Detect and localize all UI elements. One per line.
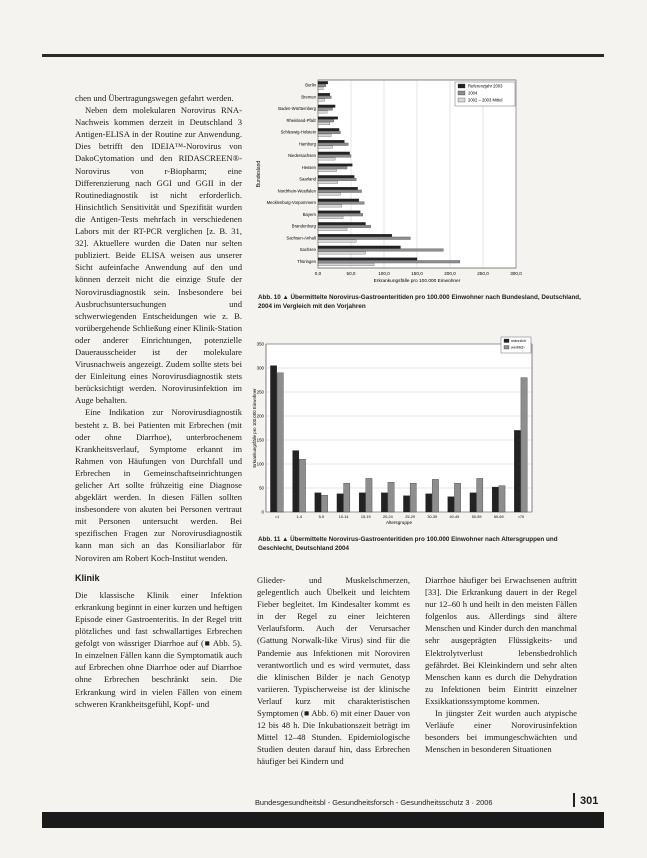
y-tick-label: 50 xyxy=(259,485,264,491)
x-tick-label: 40-49 xyxy=(449,515,460,519)
bar xyxy=(318,96,331,99)
text-column-2 xyxy=(257,574,410,768)
bar xyxy=(318,228,347,231)
y-axis-label: Bundesland xyxy=(256,160,262,188)
paragraph: In jüngster Zeit wurden auch atypische Verläufe einer Norovirusinfektion besonders bei immungeschwächten und Menschen in besonderen Situationen xyxy=(425,708,577,755)
x-axis-label: Erkrankungsfälle pro 100.000 Einwohner xyxy=(373,279,461,284)
y-tick-label: 350 xyxy=(256,341,264,347)
legend-label: männlich xyxy=(511,339,527,343)
header-rule xyxy=(42,54,604,57)
bar xyxy=(448,497,454,512)
y-tick-label: Hessen xyxy=(301,164,316,170)
y-tick-label: Baden-Württemberg xyxy=(278,106,316,112)
x-tick-label: 200,0 xyxy=(444,271,456,276)
bar xyxy=(318,122,330,125)
legend-swatch xyxy=(504,339,509,343)
bar xyxy=(318,111,327,114)
paragraph: Eine Indikation zur Norovirusdiagnostik besteht z. B. bei Patienten mit Erbrechen (mit oder ohne Diarrhoe), unterbrochenem Krankheitsverlauf, Symptome erkannt im Rahmen von Häufungen von Durchfall und Erbrechen in Gemeinschaftseinrichtungen gelicher Art sollte frühzeitig eine Diagnose abgeklärt werden. In diesen Fällen sollten insbesondere von akuten bei Personen vertraut mit Personen untersucht werden. Bei spezifischen Fragen zur Norovirusdiagnostik kann man sich an das Konsiliarlabor für Noroviren am Robert Koch-Institut wenden. xyxy=(75,407,242,563)
x-tick-label: 0,0 xyxy=(314,271,322,276)
bar xyxy=(318,202,364,205)
bar xyxy=(318,263,374,266)
bar xyxy=(318,128,339,131)
bar xyxy=(293,451,299,512)
figure-11-caption: Abb. 11 ▲ Übermittelte Norovirus-Gastroenteritiden pro 100.000 Einwohner nach Altersgruppen und Geschlecht, Deutschland 2004 xyxy=(258,536,558,552)
bar xyxy=(318,93,330,96)
bar xyxy=(318,155,351,158)
y-tick-label: Rheinland-Pfalz xyxy=(286,117,316,123)
x-tick-label: <1 xyxy=(274,515,280,519)
bar xyxy=(521,378,527,512)
bar xyxy=(318,134,331,137)
bar xyxy=(318,105,335,108)
bar xyxy=(318,240,356,243)
bar xyxy=(426,494,432,512)
bar xyxy=(318,99,325,102)
paragraph: Neben dem molekularen Norovirus RNA-Nachweis kommen derzeit in Deutschland 3 Antigen-ELISA in der Routine zur Anwendung. Dies betrifft den IDEIA™-Norovirus von DakoCytomation und den RIDASCREEN®-Norovirus von r-Biopharm; eine Differenzierung nach GGI und GGII in der Routinediagnostik ist nicht erforderlich. Hinsichtlich Sensitivität und Spezifität wurden die Antigen-Tests mehrfach in verschiedenen Labors mit der RT-PCR verglichen [z. B. 31, 32]. Aktuellere wurden die Daten nur selten publiziert. Beide ELISA weisen aus unserer Sicht aufeinfache Anwendung auf den und können derzeit nicht die einzige Stufe der Norovirusdiagnostik sein. Insbesondere bei Ausbruchsuntersuchungen und schwerwiegenden Entscheidungen wie z. B. vorübergehende Schließung einer Klinik-Station oder anderer Einrichtungen, potenzielle Dauerausscheider ist der molekulare Virusnachweis angezeigt. Zudem sollte stets bei der Einleitung eines Norovirusdiagnostik stets berücksichtigt werden. Norovirusinfektion im Auge behalten. xyxy=(75,105,242,406)
x-tick-label: 15-19 xyxy=(360,515,371,519)
x-tick-label: 25-29 xyxy=(405,515,415,519)
paragraph: Die klassische Klinik einer Infektion erkrankung beginnt in einer kurzen und heftigen Episode einer Gastroenteritis. In der Regel tritt plötzliches und fast schwallartiges Erbrechen gefolgt von wässriger Diarrhoe auf (■ Abb. 5). In einzelnen Fällen kann die Symptomatik auch auf Erbrechen ohne Diarrhoe oder auf Diarrhoe ohne Erbrechen beschränkt sein. Die Erkrankung wird in vielen Fällen von einem schweren Krankheitsgefühl, Kopf- und xyxy=(75,589,242,709)
section-heading: Klinik xyxy=(75,572,100,583)
y-tick-label: Schleswig-Holstein xyxy=(280,129,316,135)
bar xyxy=(366,478,372,512)
bar xyxy=(277,373,283,512)
y-tick-label: 250 xyxy=(256,389,264,395)
text-column-1 xyxy=(75,92,242,710)
legend-swatch xyxy=(458,84,465,88)
figure-10-chart xyxy=(252,78,528,290)
bar xyxy=(318,237,410,240)
bar xyxy=(318,225,371,228)
legend-label: 2004 xyxy=(468,90,478,96)
bar xyxy=(514,430,520,512)
bar xyxy=(492,487,498,512)
y-tick-label: 100 xyxy=(256,461,264,467)
bar xyxy=(318,140,344,143)
y-tick-label: Saarland xyxy=(299,176,316,182)
x-tick-label: 300,0 xyxy=(510,271,522,276)
figure-11-chart xyxy=(252,336,552,532)
y-tick-label: 200 xyxy=(256,413,264,419)
bar xyxy=(403,496,409,512)
bar xyxy=(454,483,460,512)
y-tick-label: Sachsen xyxy=(299,247,316,253)
y-tick-label: Hamburg xyxy=(298,141,316,147)
legend-label: Referenzjahr 2003 xyxy=(468,83,503,89)
x-tick-label: 20-24 xyxy=(383,515,393,519)
y-tick-label: 0 xyxy=(261,509,264,515)
bar xyxy=(318,175,354,178)
text-column-3 xyxy=(425,574,577,755)
bar xyxy=(318,169,336,172)
bar xyxy=(410,483,416,512)
y-tick-label: Berlin xyxy=(305,82,316,88)
x-tick-label: 150,0 xyxy=(411,271,423,276)
bar xyxy=(318,131,340,134)
bar xyxy=(470,493,476,512)
bar xyxy=(318,260,460,263)
bar xyxy=(318,199,359,202)
bar xyxy=(318,119,334,122)
bar xyxy=(318,252,366,255)
bar xyxy=(318,166,347,169)
bar xyxy=(318,216,343,219)
bar xyxy=(318,108,333,111)
figure-10-caption: Abb. 10 ▲ Übermittelte Norovirus-Gastroenteritiden pro 100.000 Einwohner nach Bundesland, Deutschland, 2004 im Vergleich mit den Vorjahren xyxy=(258,294,581,310)
bar xyxy=(318,187,358,190)
bar xyxy=(318,249,443,252)
bar xyxy=(318,234,392,237)
y-tick-label: Brandenburg xyxy=(291,223,316,229)
x-tick-label: 30-39 xyxy=(427,515,438,519)
bar xyxy=(318,87,323,90)
legend-label: 2002 – 2003 Mittel xyxy=(468,97,503,103)
bar xyxy=(388,482,394,512)
bar xyxy=(318,84,326,87)
journal-footer: Bundesgesundheitsbl - Gesundheitsforsch - Gesundheitsschutz 3 · 2006 xyxy=(255,798,493,807)
bar xyxy=(318,158,335,161)
bar xyxy=(318,178,356,181)
legend-label: weiblich xyxy=(511,345,525,350)
bar xyxy=(315,493,321,512)
x-axis-label: Altersgruppe xyxy=(385,520,413,525)
y-tick-label: Thüringen xyxy=(297,258,316,264)
y-axis-label: Erkrankungsfälle pro 100.000 Einwohner xyxy=(252,388,257,468)
legend-swatch xyxy=(458,91,465,95)
bar xyxy=(432,479,438,512)
bar xyxy=(318,117,338,120)
y-tick-label: Bremen xyxy=(301,94,316,100)
x-tick-label: 50-59 xyxy=(471,515,482,519)
bar xyxy=(344,483,350,512)
bar xyxy=(318,246,401,249)
page-separator xyxy=(573,793,575,807)
bar xyxy=(318,190,362,193)
bar xyxy=(318,81,328,84)
x-tick-label: 250,0 xyxy=(477,271,489,276)
footer-bar xyxy=(42,812,604,828)
bar xyxy=(318,211,360,214)
bar xyxy=(318,143,348,146)
bar xyxy=(318,258,417,261)
y-tick-label: Niedersachsen xyxy=(288,153,316,159)
x-tick-label: 60-69 xyxy=(493,515,504,519)
x-tick-label: 1-4 xyxy=(296,515,302,519)
y-tick-label: 150 xyxy=(256,437,264,443)
bar xyxy=(318,152,350,155)
paragraph: chen und Übertragungswegen gefahrt werden. xyxy=(75,93,234,103)
bar xyxy=(318,213,363,216)
bar xyxy=(337,494,343,512)
bar xyxy=(318,193,340,196)
bar xyxy=(499,486,505,512)
x-tick-label: 50,0 xyxy=(346,271,356,276)
bar xyxy=(318,146,333,149)
bar xyxy=(321,495,327,512)
paragraph: Diarrhoe häufiger bei Erwachsenen auftritt [33]. Die Erkrankung dauert in der Regel nur 12–60 h und heilt in den meisten Fällen folgenlos aus. Allerdings sind ältere Menschen und Kinder durch den manchmal sehr ausgeprägten Flüssigkeits- und Elektrolytverlust lebensbedrohlich gefährdet. Bei Kleinkindern und sehr alten Menschen kann es durch die Dehydration zu Infektionen beim Eintritt einzelner Exsikkationssymptome kommen. xyxy=(425,575,577,706)
bar xyxy=(381,493,387,512)
paragraph: Glieder- und Muskelschmerzen, gelegentlich auch Übelkeit und leichtem Fieber begleitet. Im Kindesalter kommt es in der Regel zu einer leichteren Verlaufsform. Auch der Verursacher (Gattung Norwalk-like Virus) sind für die Pandemie aus Infektionen mit Noroviren verantwortlich und es wird vermutet, dass die klinischen Bilder je nach Genotyp variieren. Typischerweise ist der klinische Verlauf kurz mit charakteristischen Symptomen (■ Abb. 6) mit einer Dauer von 12 bis 48 h. Die Inkubationszeit beträgt im Mittel 12–48 Stunden. Epidemiologische Studien deuten darauf hin, dass Erbrechen häufiger bei Kindern und xyxy=(257,575,410,767)
plot-area xyxy=(266,344,532,512)
bar xyxy=(318,222,366,225)
x-tick-label: 10-14 xyxy=(338,515,349,519)
x-tick-label: >70 xyxy=(517,515,525,519)
y-tick-label: Mecklenburg-Vorpommern xyxy=(266,200,316,206)
y-tick-label: Bayern xyxy=(302,211,316,217)
x-tick-label: 5-9 xyxy=(318,515,325,519)
y-tick-label: 300 xyxy=(256,365,264,371)
page-number: 301 xyxy=(580,795,599,807)
legend-swatch xyxy=(458,98,465,102)
x-tick-label: 100,0 xyxy=(378,271,390,276)
bar xyxy=(318,164,352,167)
bar xyxy=(299,459,305,512)
bar xyxy=(359,493,365,512)
bar xyxy=(318,205,342,208)
y-tick-label: Nordrhein-Westfalen xyxy=(277,188,316,194)
bar xyxy=(318,181,338,184)
bar xyxy=(477,478,483,512)
bar xyxy=(270,366,276,512)
y-tick-label: Sachsen-Anhalt xyxy=(286,235,316,241)
legend-swatch xyxy=(504,346,509,350)
